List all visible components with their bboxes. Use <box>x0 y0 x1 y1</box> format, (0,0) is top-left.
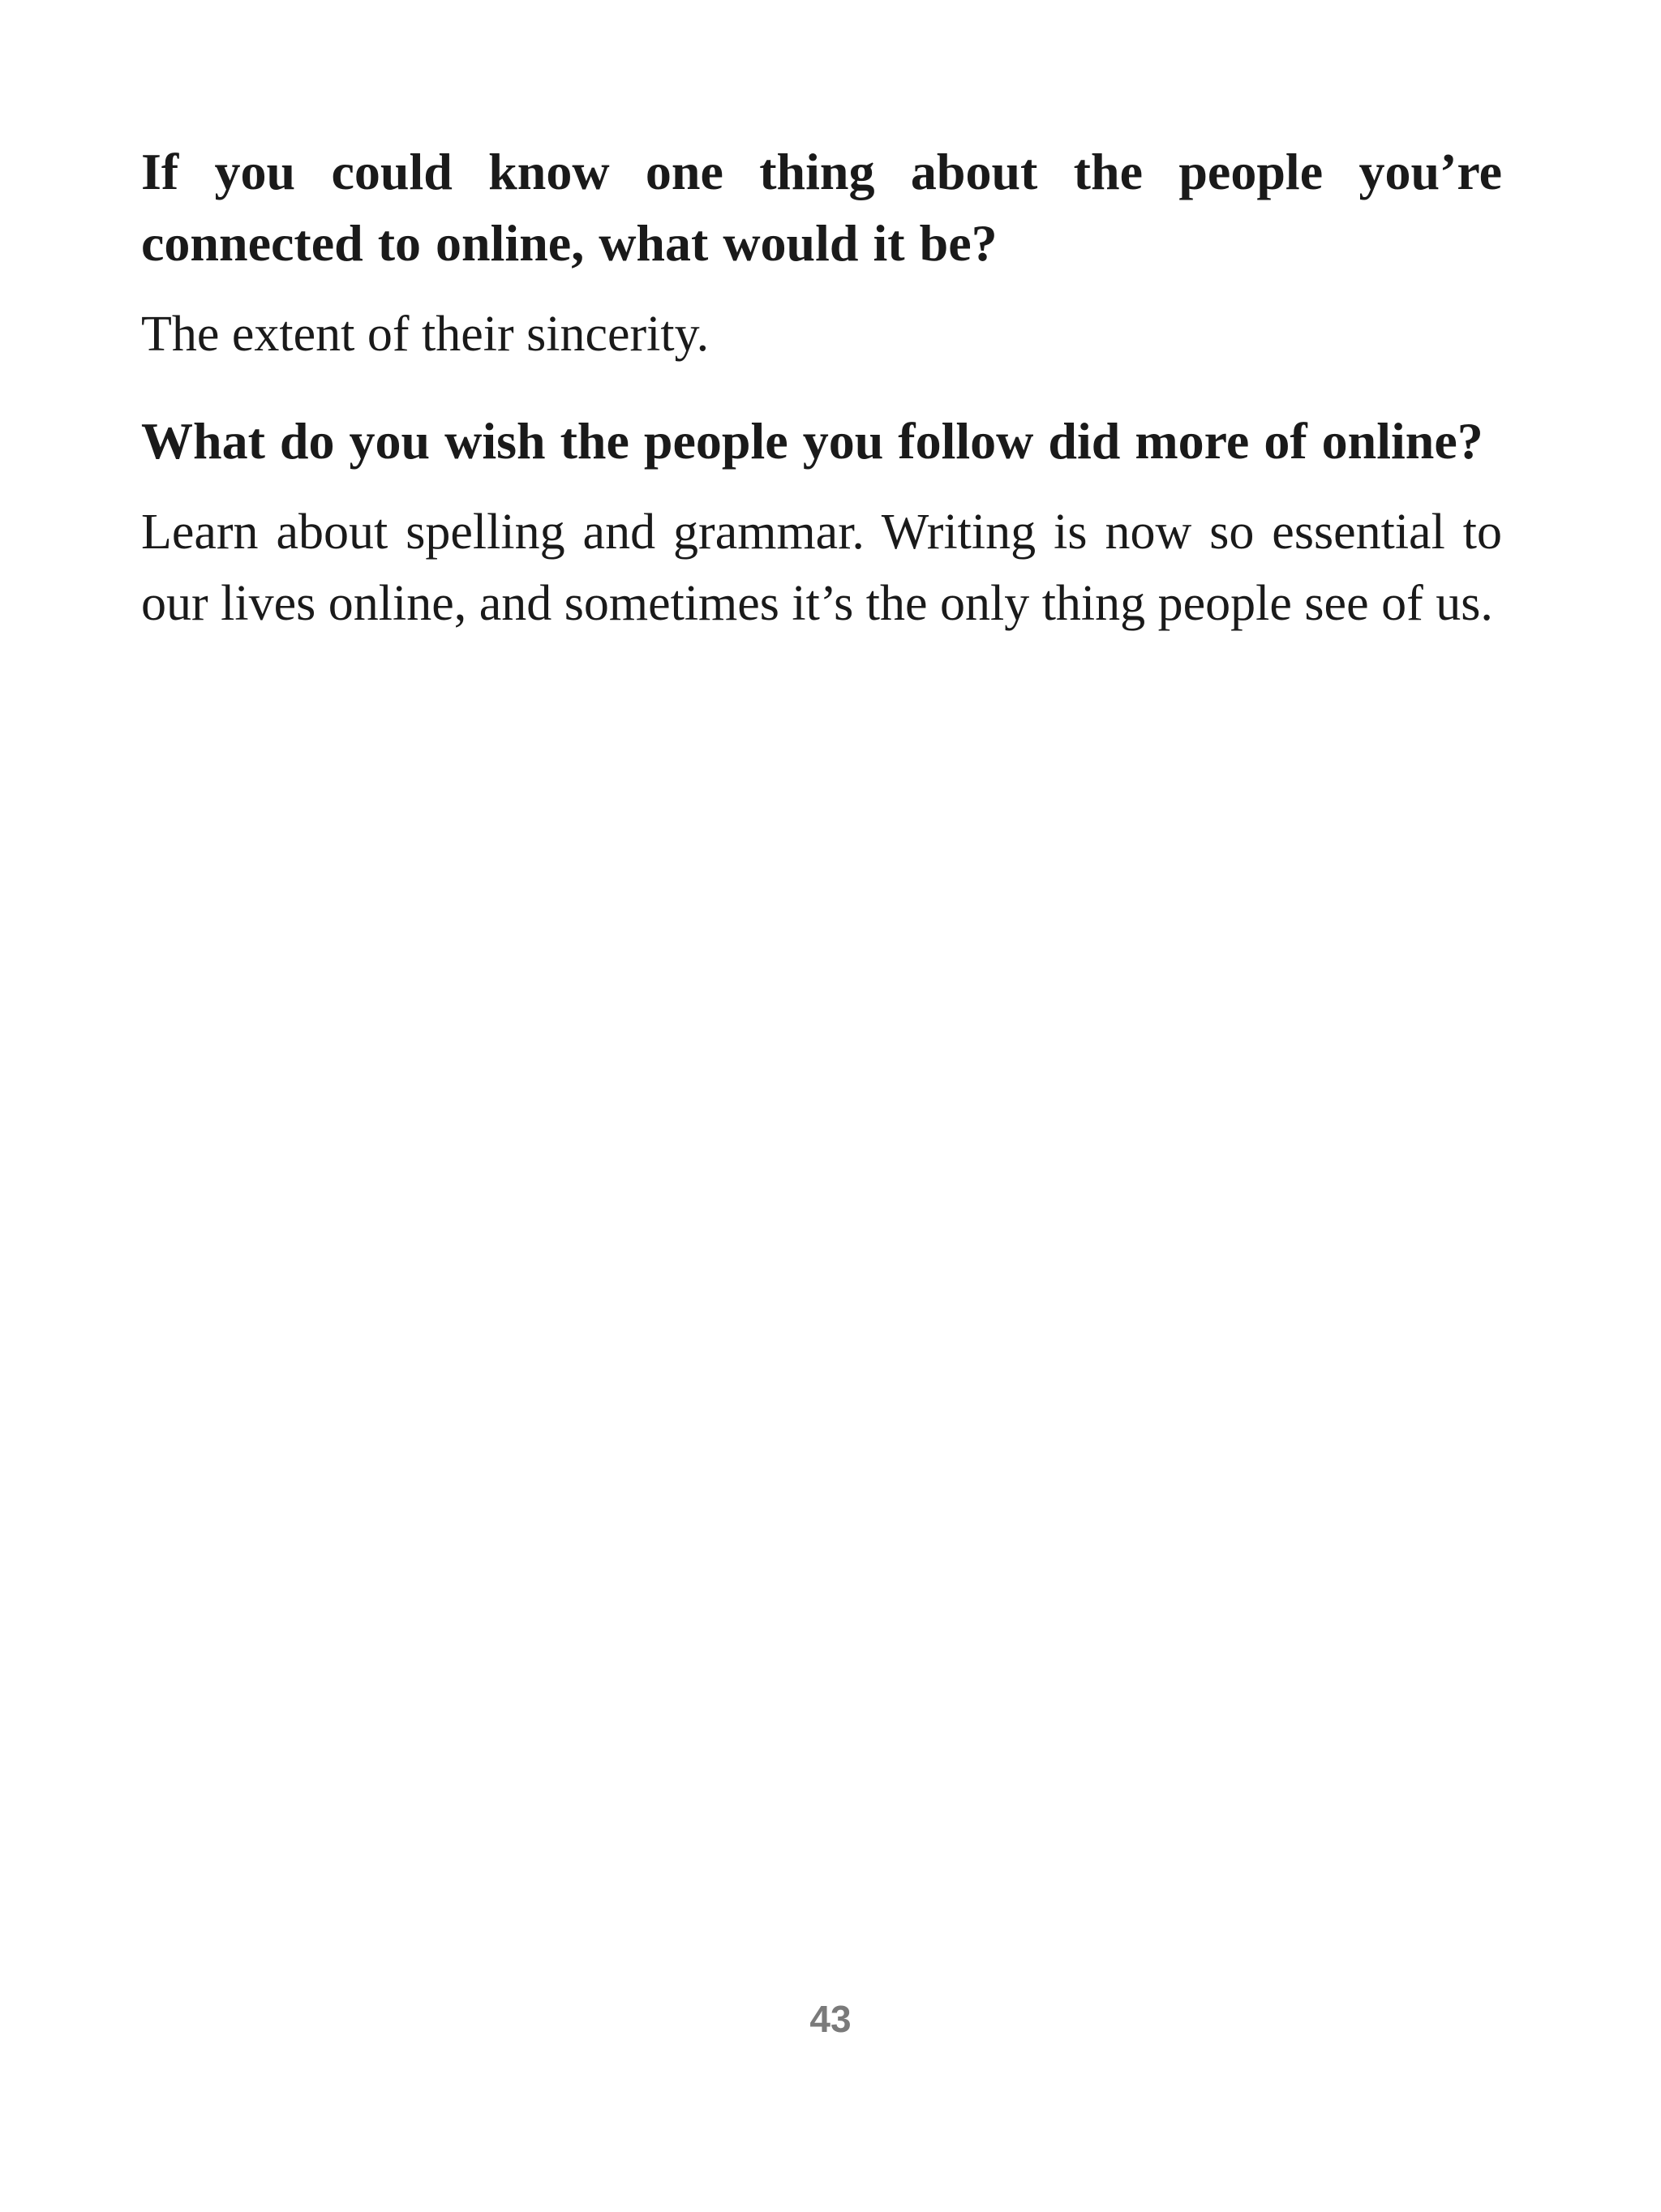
page-number: 43 <box>809 1998 852 2040</box>
page-content <box>141 136 1502 675</box>
qa-item <box>141 406 1502 639</box>
question-heading: What do you wish the people you follow did more of online? <box>141 412 1483 470</box>
qa-item <box>141 136 1502 370</box>
answer-text: Learn about spelling and grammar. Writing is now so essential to our lives online, and sometimes it’s the only thing people see of us. <box>141 505 1502 631</box>
question-heading: If you could know one thing about the people you’re connected to online, what would it be? <box>141 143 1502 272</box>
answer-text: The extent of their sincerity. <box>141 307 710 362</box>
